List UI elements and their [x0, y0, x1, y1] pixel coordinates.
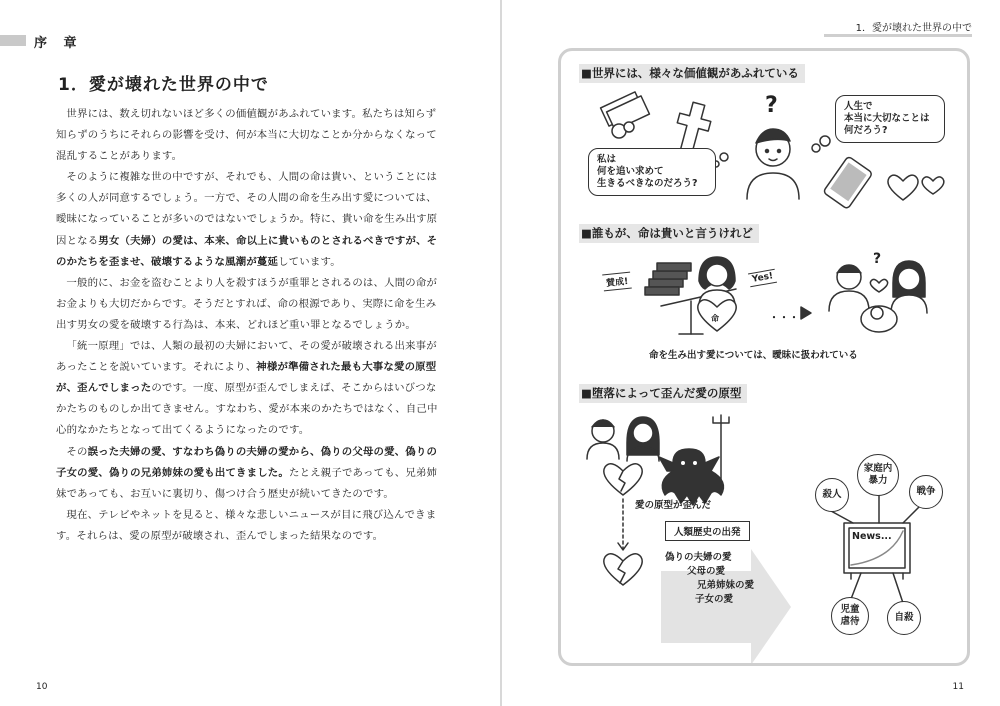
paragraph-2 [56, 167, 438, 272]
tv-news-label: News... [852, 531, 892, 542]
yes-sign: Yes! [748, 269, 777, 288]
panel3-heading: ■堕落によって歪んだ愛の原型 [579, 384, 747, 403]
money-icon [601, 92, 650, 138]
text-run: 「統一原理」では、人類の最初の夫婦において、その愛が破壊される出来事があったことを説いています。それにより、 [56, 340, 437, 374]
text-run: 一般的に、お金を盗むことより人を殺すほうが重罪とされるのは、人間の命がお金よりも大切だからです。そうだとすれば、命の根源であり、実際に命を生み出す男女の愛を破壊する行為は、本来、どれほど重い罪となるでしょうか。 [56, 276, 438, 331]
paragraph-1 [56, 104, 438, 167]
family-question-mark: ? [873, 251, 882, 267]
approve-sign: 賛成! [602, 272, 632, 292]
thinking-person-icon [747, 129, 799, 199]
chapter-title: 1．愛が壊れた世界の中で [58, 75, 269, 95]
heart-outline-icon [888, 175, 918, 200]
war-circle: 戦争 [909, 475, 943, 509]
heart-label: 命 [711, 314, 719, 323]
suicide-circle: 自殺 [887, 601, 921, 635]
right-page [502, 0, 1000, 706]
false-loves-list [665, 551, 754, 607]
running-head: 1．愛が壊れた世界の中で [855, 23, 972, 34]
page-number: 10 [36, 682, 48, 692]
broken-heart-icon [604, 554, 642, 585]
distorted-caption: 愛の原型が歪んだ [635, 500, 712, 511]
text-run: のです。一度、原型が歪んでしまえば、そこからはいびつなかたちのものしか出てきません。すなわち、愛が本来のかたちではなく、自己中心的なかたちとなって出てくるようになったのです。 [56, 382, 438, 437]
running-head-rule [824, 34, 972, 37]
child-abuse-circle: 児童 虐待 [831, 597, 869, 635]
heart-outline-icon-small [922, 177, 944, 194]
money-stack-icon [645, 263, 691, 295]
speech-bubble-right: 人生で 本当に大切なことは 何だろう? [835, 95, 945, 143]
text-run: しています。 [278, 255, 341, 268]
question-mark: ? [765, 93, 778, 118]
man-icon [587, 420, 619, 459]
speech-bubble-left: 私は 何を追い求めて 生きるべきなのだろう? [588, 148, 716, 196]
false-love-item: 兄弟姉妹の愛 [697, 580, 755, 591]
panel2-caption: 命を生み出す愛については、曖昧に扱われている [649, 350, 858, 361]
paragraph-5 [56, 442, 438, 505]
section-bar [0, 35, 26, 46]
illustration-frame [558, 48, 970, 666]
false-love-item: 子女の愛 [695, 594, 734, 605]
history-tag: 人類歴史の出発 [665, 521, 750, 541]
false-love-item: 偽りの夫婦の愛 [665, 552, 732, 563]
murder-circle: 殺人 [815, 478, 849, 512]
bold-text-run: 誤った夫婦の愛、すなわち偽りの夫婦の愛から、偽りの父母の愛、偽りの子女の愛、偽りの兄弟姉妹の愛も出てきました。 [56, 445, 438, 479]
phone-icon [823, 156, 873, 209]
paragraph-4 [56, 336, 438, 441]
text-run: 世界には、数え切れないほど多くの価値観があふれています。私たちは知らず知らずのうちにそれらの影響を受け、何が本当に大切なことか分からなくなって混乱することがあります。 [56, 108, 437, 163]
false-love-item: 父母の愛 [687, 566, 726, 577]
bold-text-run: 神様が準備された最も大事な愛の原型が、歪んでしまった [56, 361, 437, 395]
panel1-heading: ■世界には、様々な価値観があふれている [579, 64, 805, 83]
arrow-right-icon [801, 307, 811, 319]
domestic-violence-circle: 家庭内 暴力 [857, 454, 899, 496]
text-run: そのように複雑な世の中ですが、それでも、人間の命は貴い、ということには多くの人が同意するでしょう。一方で、その人間の命を生み出す愛については、曖昧になっていることが多いのではないでしょうか。特に、貴い命を生み出す原因となる [56, 171, 438, 247]
cracked-heart-icon [604, 464, 642, 495]
section-label: 序 章 [34, 36, 83, 51]
text-run: その [66, 445, 88, 458]
ellipsis-dots: ・・・ [769, 313, 799, 324]
text-run: たとえ親子であっても、兄弟姉妹であっても、お互いに裏切り、傷つけ合う歴史が続いてきたのです。 [56, 466, 438, 500]
text-run: 現在、テレビやネットを見ると、様々な悲しいニュースが目に飛び込んできます。それらは、愛の原型が破壊され、歪んでしまった結果なのです。 [56, 508, 437, 542]
devil-icon [659, 415, 729, 505]
paragraph-6 [56, 505, 438, 547]
paragraph-3 [56, 273, 438, 336]
family-icon [829, 261, 927, 332]
body-text [56, 104, 438, 547]
woman-icon [627, 417, 659, 461]
bold-text-run: 男女（夫婦）の愛は、本来、命以上に貴いものとされるべきですが、そのかたちを歪ませ、破壊するような風潮が蔓延 [56, 234, 438, 268]
page-number: 11 [952, 682, 964, 692]
panel2-heading: ■誰もが、命は貴いと言うけれど [579, 224, 759, 243]
